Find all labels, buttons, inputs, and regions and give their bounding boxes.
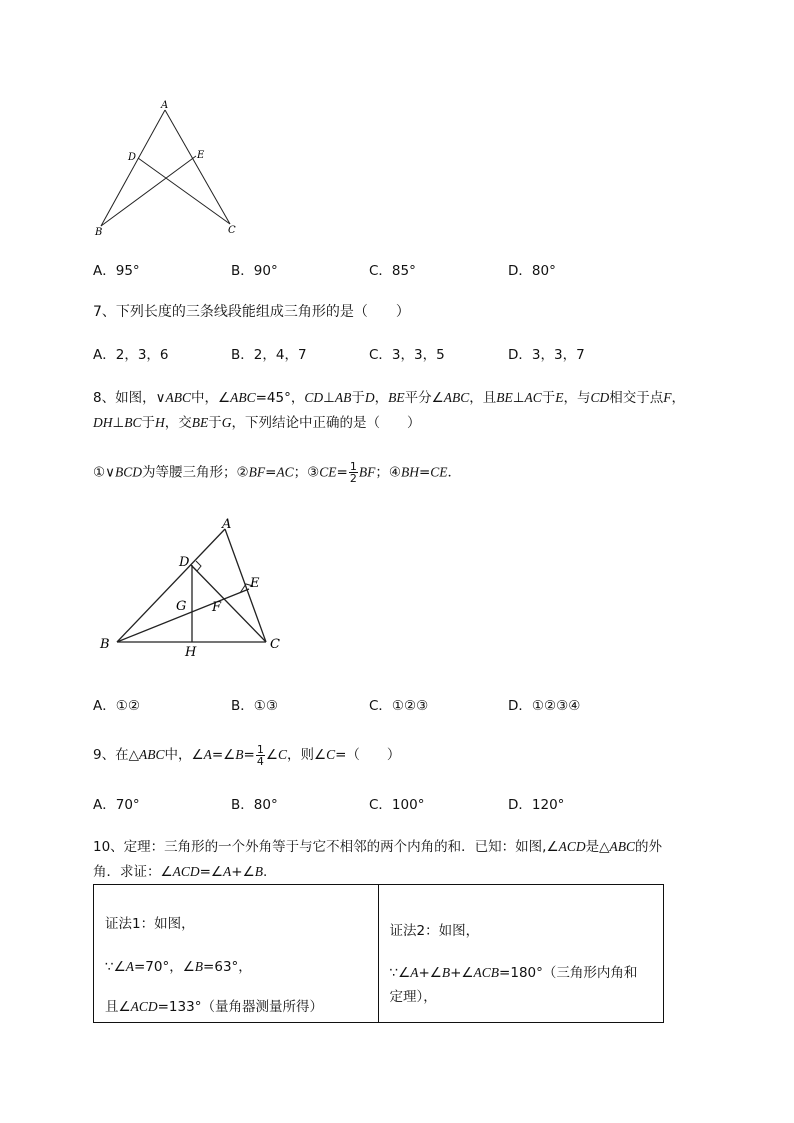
q8-label-f: F — [212, 600, 222, 615]
proof-method-1-cell — [94, 885, 379, 1023]
q8-option-c: C．①②③ — [369, 698, 429, 714]
q9-stem: 9、在△ABC中，∠A=∠B= $\frac{1}{4}$ ∠C，则∠C=（ ） — [93, 742, 401, 768]
q8-option-a: A．①② — [93, 698, 140, 714]
q6-label-c: C — [228, 225, 236, 236]
q6-option-a: A．95° — [93, 263, 140, 279]
fraction-one-half: $\frac{1}{2}$ — [349, 460, 357, 485]
q6-label-b: B — [95, 227, 103, 238]
q8-stem-line1: 8、如图，∨ABC中，∠ABC=45°，CD⊥AB于D，BE平分∠ABC，且BE⊥AC于E，与CD相交于点F， — [93, 390, 686, 406]
q10-stem-line2: 角．求证：∠ACD=∠A+∠B. — [93, 864, 268, 880]
proof2-line2: ∵∠A+∠B+∠ACB=180°（三角形内角和 — [389, 965, 638, 981]
q8-figure — [88, 512, 298, 662]
q10-proof-table — [93, 884, 664, 1023]
q8-label-a: A — [222, 517, 232, 532]
q6-option-b: B．90° — [231, 263, 278, 279]
q8-option-d: D．①②③④ — [508, 698, 581, 714]
q8-label-g: G — [176, 599, 187, 614]
q8-conclusions: ①∨BCD为等腰三角形；②BF=AC；③CE= $\frac{1}{2}$ BF；④BH=CE． — [93, 460, 462, 485]
proof1-line2: ∵∠A=70°，∠B=63°， — [105, 959, 252, 975]
q8-segment-ab — [117, 529, 225, 642]
q7-option-b: B．2，4，7 — [231, 347, 307, 363]
q8-segment-be — [117, 589, 249, 642]
q8-label-d: D — [179, 555, 190, 570]
q7-stem: 7、下列长度的三条线段能组成三角形的是（ ） — [93, 304, 410, 320]
q6-segment-ac — [165, 110, 230, 224]
q8-stem-line2: DH⊥BC于H，交BE于G，下列结论中正确的是（ ） — [93, 415, 421, 431]
proof1-title: 证法1：如图， — [105, 916, 195, 932]
q8-label-h: H — [185, 645, 197, 660]
q6-option-d: D．80° — [508, 263, 556, 279]
q6-segment-be — [101, 156, 196, 226]
q6-label-e: E — [197, 150, 205, 161]
q8-label-b: B — [100, 637, 110, 652]
fraction-one-quarter: $\frac{1}{4}$ — [256, 742, 264, 768]
proof-method-2-cell — [378, 885, 664, 1023]
q8-label-e: E — [250, 576, 260, 591]
q6-figure — [88, 96, 248, 246]
q6-option-c: C．85° — [369, 263, 416, 279]
q6-label-d: D — [128, 152, 137, 163]
q7-option-c: C．3，3，5 — [369, 347, 445, 363]
q9-option-a: A．70° — [93, 797, 140, 813]
q7-option-d: D．3，3，7 — [508, 347, 585, 363]
q9-option-c: C．100° — [369, 797, 425, 813]
q7-option-a: A．2，3，6 — [93, 347, 169, 363]
q9-option-d: D．120° — [508, 797, 565, 813]
q10-stem-line1: 10、定理：三角形的一个外角等于与它不相邻的两个内角的和．已知：如图,∠ACD是△ABC的外 — [93, 839, 662, 855]
q9-option-b: B．80° — [231, 797, 278, 813]
proof1-line3: 且∠ACD=133°（量角器测量所得） — [105, 999, 323, 1015]
q6-segment-ab — [101, 110, 165, 226]
proof2-title: 证法2：如图， — [389, 923, 480, 939]
q6-label-a: A — [161, 100, 169, 111]
proof2-line3: 定理）， — [389, 989, 437, 1005]
q8-label-c: C — [270, 637, 280, 652]
q6-segment-cd — [138, 158, 230, 224]
q8-option-b: B．①③ — [231, 698, 278, 714]
